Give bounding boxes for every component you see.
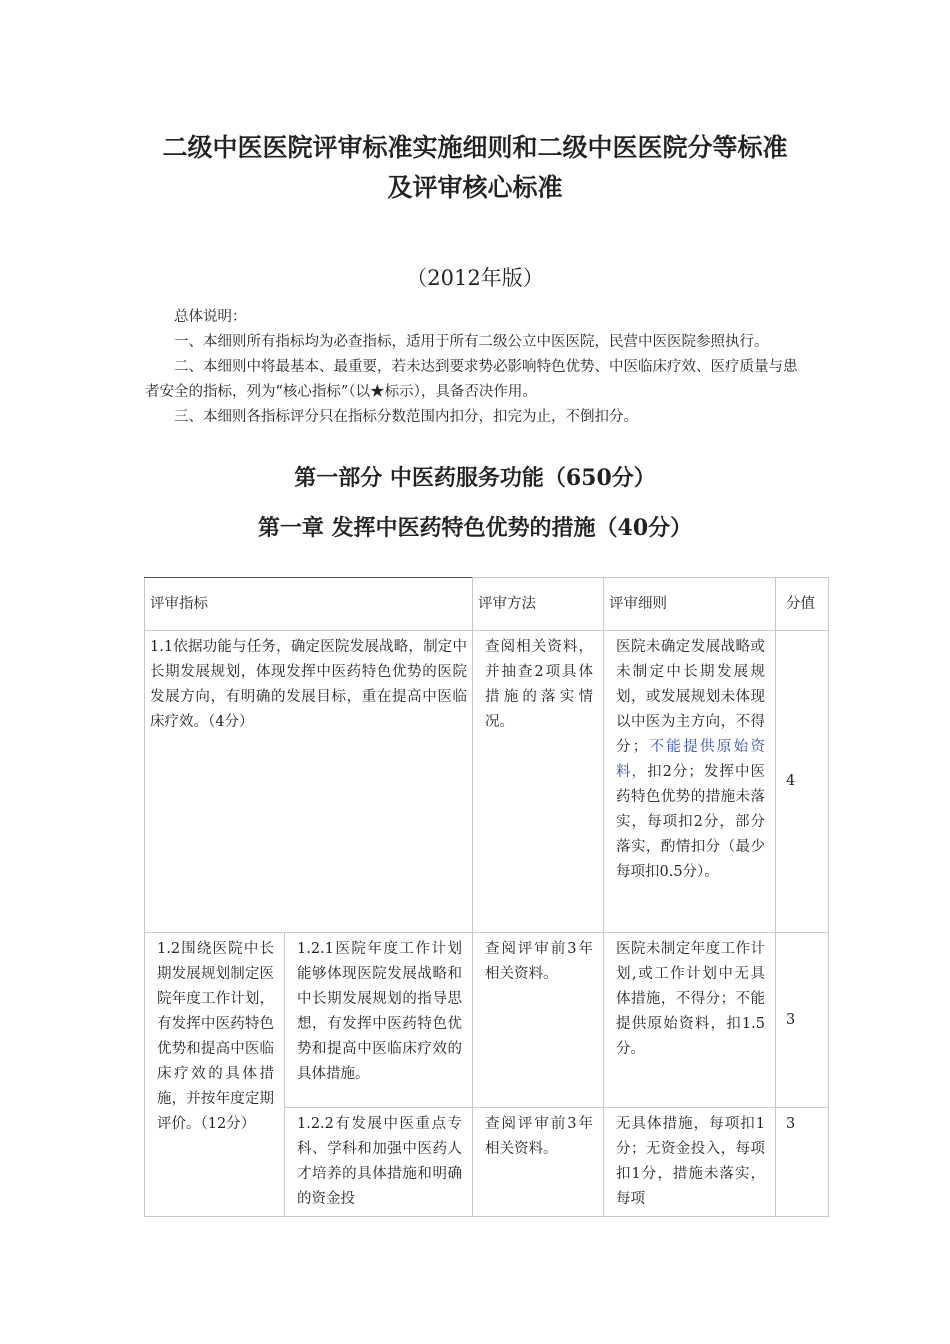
criteria-table — [144, 577, 829, 1217]
note-item-1: 一、本细则所有指标均为必查指标，适用于所有二级公立中医医院，民营中医医院参照执行。 — [174, 334, 769, 350]
row1-score: 4 — [776, 631, 829, 933]
row2-sub2-score: 3 — [776, 1108, 829, 1217]
edition-label: （2012年版） — [406, 266, 544, 290]
chapter-title: 第一章 发挥中医药特色优势的措施（40分） — [257, 515, 693, 541]
table-row — [145, 631, 829, 933]
part-title: 第一部分 中医药服务功能（650分） — [294, 465, 656, 491]
row1-indicator: 1.1依据功能与任务，确定医院发展战略，制定中长期发展规划，体现发挥中医药特色优势的医院发展方向，有明确的发展目标，重在提高中医临床疗效。（4分） — [145, 631, 473, 933]
row1-detail-part2: 扣2分；发挥中医药特色优势的措施未落实，每项扣2分，部分落实，酌情扣分（最少每项扣0.5分）。 — [616, 764, 765, 880]
header-method: 评审方法 — [473, 578, 604, 631]
row2-sub2-indicator: 1.2.2有发展中医重点专科、学科和加强中医药人才培养的具体措施和明确的资金投 — [285, 1108, 473, 1217]
header-score: 分值 — [776, 578, 829, 631]
row2-sub1-score: 3 — [776, 933, 829, 1108]
row1-detail-part1: 医院未确定发展战略或未制定中长期发展规划，或发展规划未体现以中医为主方向，不得分； — [616, 639, 765, 755]
document-title-line-2: 及评审核心标准 — [387, 173, 563, 202]
row1-detail — [604, 631, 776, 933]
note-item-2: 二、本细则中将最基本、最重要，若未达到要求势必影响特色优势、中医临床疗效、医疗质量与患者安全的指标，列为“核心指标”（以★标示），具备否决作用。 — [145, 359, 798, 400]
table-row — [145, 933, 829, 1108]
document-title-line-1: 二级中医医院评审标准实施细则和二级中医医院分等标准 — [162, 133, 788, 162]
header-indicator: 评审指标 — [145, 578, 473, 631]
row2-sub1-detail: 医院未制定年度工作计划,或工作计划中无具体措施，不得分；不能提供原始资料，扣1.5分。 — [604, 933, 776, 1108]
row2-indicator: 1.2围绕医院中长期发展规划制定医院年度工作计划，有发挥中医药特色优势和提高中医临床疗效的具体措施，并按年度定期评价。（12分） — [145, 933, 285, 1217]
note-item-3: 三、本细则各指标评分只在指标分数范围内扣分，扣完为止，不倒扣分。 — [174, 409, 638, 425]
general-notes — [145, 305, 810, 430]
row1-method: 查阅相关资料，并抽查2项具体措施的落实情况。 — [473, 631, 604, 933]
row2-sub1-indicator: 1.2.1医院年度工作计划能够体现医院发展战略和中长期发展规划的指导思想，有发挥中医药特色优势和提高中医临床疗效的具体措施。 — [285, 933, 473, 1108]
row1-detail-link[interactable]: 不能提供原始资料， — [616, 739, 765, 780]
row2-sub2-detail: 无具体措施，每项扣1分；无资金投入，每项扣1分，措施未落实，每项 — [604, 1108, 776, 1217]
table-header-row — [145, 578, 829, 631]
notes-heading: 总体说明： — [174, 309, 247, 325]
row2-sub2-method: 查阅评审前3年相关资料。 — [473, 1108, 604, 1217]
row2-sub1-method: 查阅评审前3年相关资料。 — [473, 933, 604, 1108]
header-detail: 评审细则 — [604, 578, 776, 631]
